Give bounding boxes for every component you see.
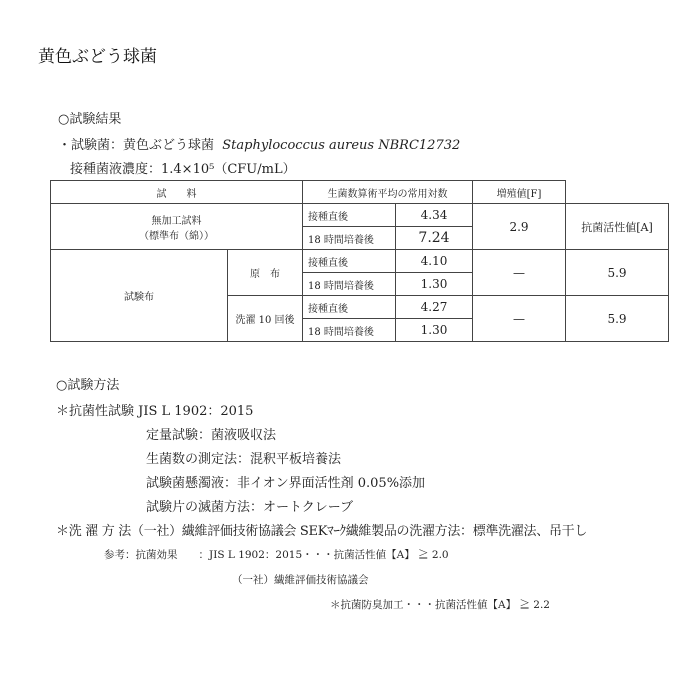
washing-method: ＊洗 濯 方 法（一社）繊維評価技術協議会 SEKﾏｰｸ繊維製品の洗濯方法：標準洗濯法、吊干し [56, 524, 588, 539]
growth-value: 2.9 [473, 204, 566, 250]
growth-value: — [473, 250, 566, 296]
cell-value: 1.30 [396, 319, 473, 342]
inoculum-concentration: 接種菌液濃度：1.4×10⁵（CFU/mL） [70, 162, 296, 177]
header-log: 生菌数算術平均の常用対数 [303, 181, 473, 204]
header-growth: 増殖値[F] [473, 181, 566, 204]
reference-deodorant: ＊抗菌防臭加工・・・抗菌活性値【A】 ≧ 2.2 [330, 599, 550, 611]
cell-value: 4.34 [396, 204, 473, 227]
test-fabric-label: 試験布 [51, 250, 228, 342]
test-organism [58, 134, 460, 153]
reference-council: （一社）繊維評価技術協議会 [232, 574, 369, 586]
cell-label: 18 時間培養後 [303, 227, 396, 250]
cell-label: 接種直後 [303, 296, 396, 319]
washed-fabric-label: 洗濯 10 回後 [228, 296, 303, 342]
reference-antibacterial: 参考：抗菌効果 ：JIS L 1902：2015・・・抗菌活性値【A】 ≧ 2.0 [104, 549, 449, 561]
cell-value: 1.30 [396, 273, 473, 296]
cell-value: 4.10 [396, 250, 473, 273]
original-fabric-label: 原 布 [228, 250, 303, 296]
method-standard: ＊抗菌性試験 JIS L 1902：2015 [56, 404, 254, 419]
method-line: 試験片の滅菌方法：オートクレーブ [146, 500, 354, 515]
cell-label: 18 時間培養後 [303, 273, 396, 296]
cell-label: 18 時間培養後 [303, 319, 396, 342]
page-title: 黄色ぶどう球菌 [38, 47, 157, 67]
unprocessed-sample: 無加工試料 （標準布（綿）） [51, 204, 303, 250]
activity-value: 5.9 [566, 250, 669, 296]
cell-label: 接種直後 [303, 250, 396, 273]
organism-label: ・試験菌：黄色ぶどう球菌 [58, 138, 215, 153]
method-line: 定量試験：菌液吸収法 [146, 428, 277, 443]
header-sample: 試 料 [51, 181, 303, 204]
growth-value: — [473, 296, 566, 342]
method-line: 試験菌懸濁液：非イオン界面活性剤 0.05%添加 [146, 476, 426, 491]
activity-value: 5.9 [566, 296, 669, 342]
activity-label: 抗菌活性値[A] [566, 204, 669, 250]
method-heading: ○試験方法 [56, 378, 120, 393]
method-line: 生菌数の測定法：混釈平板培養法 [146, 452, 342, 467]
cell-value: 7.24 [396, 227, 473, 250]
results-table [50, 180, 669, 342]
results-heading: ○試験結果 [58, 112, 122, 127]
cell-value: 4.27 [396, 296, 473, 319]
organism-latin: Staphylococcus aureus NBRC12732 [222, 138, 461, 153]
cell-label: 接種直後 [303, 204, 396, 227]
